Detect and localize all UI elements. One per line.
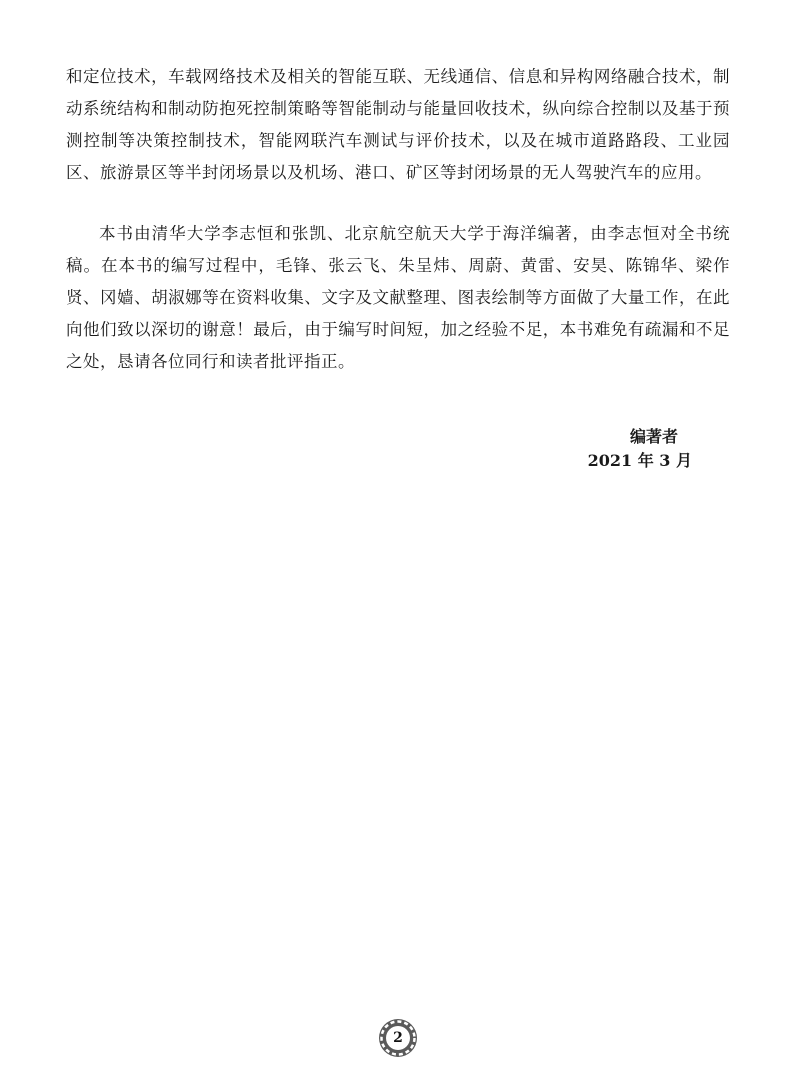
page-number-badge (378, 1018, 418, 1058)
body-paragraph: 本书由清华大学李志恒和张凯、北京航空航天大学于海洋编著，由李志恒对全书统稿。在本书的编写过程中，毛锋、张云飞、朱呈炜、周蔚、黄雷、安昊、陈锦华、梁作贤、冈嫱、胡淑娜等在资料收集、文字及文献整理、图表绘制等方面做了大量工作，在此向他们致以深切的谢意！最后，由于编写时间短，加之经验不足，本书难免有疏漏和不足之处，恳请各位同行和读者批评指正。 (66, 223, 730, 371)
signature-date: 2021 年 3 月 (587, 451, 692, 470)
signature-author: 编著者 (629, 427, 678, 446)
page-number: 2 (393, 1030, 403, 1046)
body-paragraph: 和定位技术，车载网络技术及相关的智能互联、无线通信、信息和异构网络融合技术，制动系统结构和制动防抱死控制策略等智能制动与能量回收技术，纵向综合控制以及基于预测控制等决策控制技术，智能网联汽车测试与评价技术，以及在城市道路路段、工业园区、旅游景区等半封闭场景以及机场、港口、矿区等封闭场景的无人驾驶汽车的应用。 (66, 66, 730, 182)
